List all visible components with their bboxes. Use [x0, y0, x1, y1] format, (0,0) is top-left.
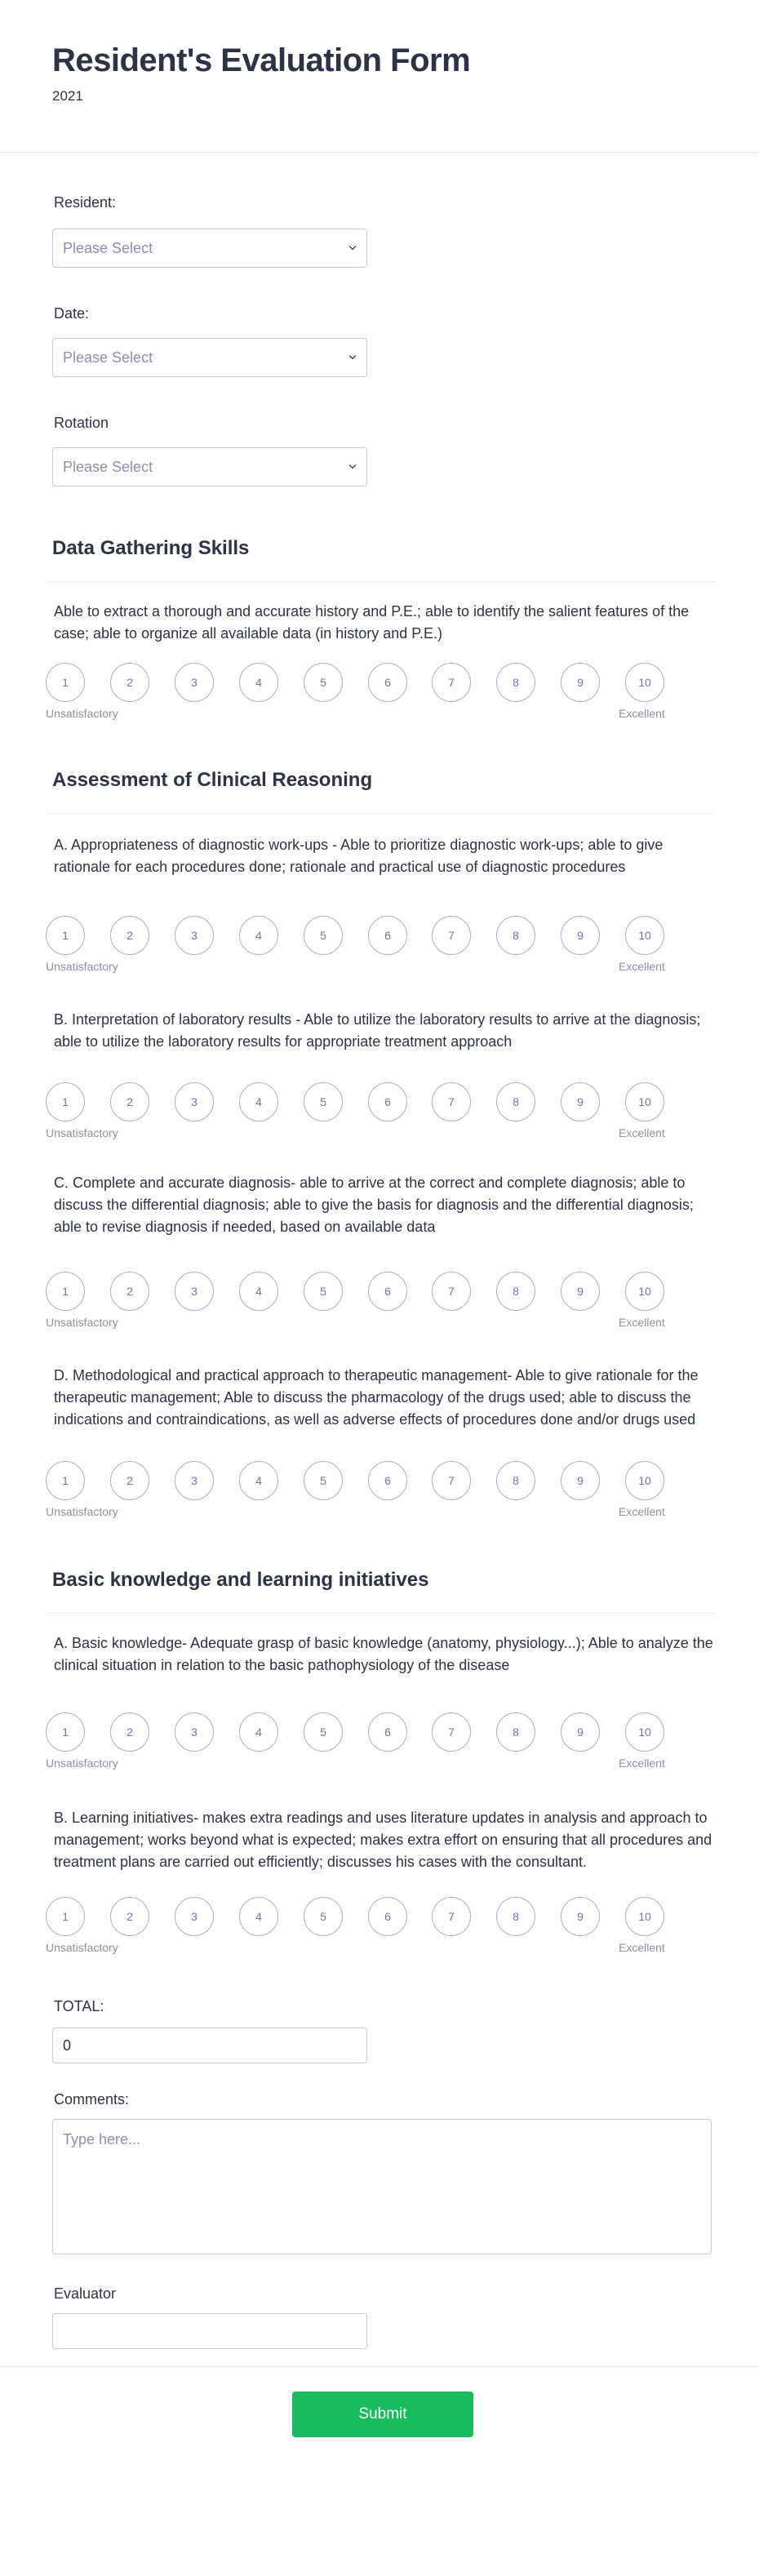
question-text: D. Methodological and practical approach to therapeutic management- Able to give rationale for the therapeutic management; Able to discuss the pharmacology of the drugs used; able to discuss the indications and contraindications, as well as adverse effects of procedures done and/or drugs used	[54, 1367, 699, 1428]
date-select-value: Please Select	[63, 349, 153, 366]
section-divider	[46, 813, 715, 814]
total-input[interactable]	[52, 2027, 367, 2063]
chevron-down-icon	[349, 353, 356, 359]
rating-option-6[interactable]: 6	[368, 1461, 407, 1500]
rating-option-9[interactable]: 9	[561, 916, 600, 955]
rating-option-6[interactable]: 6	[368, 1082, 407, 1121]
comments-label: Comments:	[54, 2091, 130, 2107]
rating-option-7[interactable]: 7	[432, 663, 471, 702]
rating-option-5[interactable]: 5	[304, 1461, 343, 1500]
rating-scale	[46, 1461, 682, 1526]
scale-high-label: Excellent	[619, 707, 665, 720]
scale-high-label: Excellent	[619, 1505, 665, 1518]
section-heading: Data Gathering Skills	[52, 537, 250, 559]
rating-option-6[interactable]: 6	[368, 663, 407, 702]
rating-option-2[interactable]: 2	[110, 1272, 149, 1311]
resident-select[interactable]	[52, 229, 367, 268]
scale-low-label: Unsatisfactory	[46, 1941, 118, 1954]
rating-option-10[interactable]: 10	[625, 1712, 664, 1752]
rating-option-8[interactable]: 8	[496, 1712, 535, 1752]
chevron-down-icon	[349, 462, 356, 469]
submit-button[interactable]: Submit	[292, 2392, 473, 2437]
rating-option-4[interactable]: 4	[239, 1461, 278, 1500]
rotation-select-value: Please Select	[63, 458, 153, 475]
rating-option-3[interactable]: 3	[175, 1461, 214, 1500]
rating-option-1[interactable]: 1	[46, 1712, 85, 1752]
question-text: B. Interpretation of laboratory results - Able to utilize the laboratory results to arrive at the diagnosis; able to utilize the laboratory results for appropriate treatment approach	[54, 1011, 701, 1050]
rating-option-4[interactable]: 4	[239, 916, 278, 955]
total-value: 0	[63, 2036, 72, 2054]
rating-option-3[interactable]: 3	[175, 1897, 214, 1936]
rating-option-5[interactable]: 5	[304, 1897, 343, 1936]
rating-option-4[interactable]: 4	[239, 663, 278, 702]
footer-divider	[0, 2366, 759, 2367]
form-title: Resident's Evaluation Form	[52, 42, 471, 78]
scale-high-label: Excellent	[619, 1126, 665, 1139]
rating-option-7[interactable]: 7	[432, 1712, 471, 1752]
form-subtitle: 2021	[52, 88, 83, 104]
rating-option-8[interactable]: 8	[496, 663, 535, 702]
rating-option-2[interactable]: 2	[110, 1712, 149, 1752]
rating-option-6[interactable]: 6	[368, 1897, 407, 1936]
rating-scale	[46, 1897, 682, 1962]
rating-option-9[interactable]: 9	[561, 1272, 600, 1311]
rating-option-6[interactable]: 6	[368, 916, 407, 955]
rating-option-4[interactable]: 4	[239, 1272, 278, 1311]
question-text: A. Basic knowledge- Adequate grasp of basic knowledge (anatomy, physiology...); Able to analyze the clinical situation in relation to the basic pathophysiology of the disease	[54, 1635, 713, 1673]
date-select[interactable]	[52, 338, 367, 377]
rating-option-6[interactable]: 6	[368, 1712, 407, 1752]
section-heading: Basic knowledge and learning initiatives	[52, 1569, 429, 1591]
rating-option-1[interactable]: 1	[46, 663, 85, 702]
evaluator-label: Evaluator	[54, 2285, 117, 2302]
scale-low-label: Unsatisfactory	[46, 1505, 118, 1518]
section-heading: Assessment of Clinical Reasoning	[52, 769, 373, 791]
rating-option-7[interactable]: 7	[432, 1082, 471, 1121]
rating-option-7[interactable]: 7	[432, 916, 471, 955]
rating-scale	[46, 1272, 682, 1337]
evaluator-input[interactable]	[52, 2313, 367, 2349]
rating-option-10[interactable]: 10	[625, 1272, 664, 1311]
chevron-down-icon	[349, 243, 356, 250]
question-text: Able to extract a thorough and accurate history and P.E.; able to identify the salient features of the case; able to organize all available data (in history and P.E.)	[54, 603, 690, 642]
rating-option-5[interactable]: 5	[304, 1082, 343, 1121]
question-text: A. Appropriateness of diagnostic work-ups - Able to prioritize diagnostic work-ups; able to give rationale for each procedures done; rationale and practical use of diagnostic procedures	[54, 837, 664, 875]
scale-high-label: Excellent	[619, 1941, 665, 1954]
rating-option-10[interactable]: 10	[625, 916, 664, 955]
scale-high-label: Excellent	[619, 1316, 665, 1329]
rating-option-9[interactable]: 9	[561, 1712, 600, 1752]
comments-textarea[interactable]	[52, 2119, 712, 2254]
total-label: TOTAL:	[54, 1998, 104, 2014]
question-text: C. Complete and accurate diagnosis- able to arrive at the correct and complete diagnosis; able to discuss the differential diagnosis; able to give the basis for diagnosis and the differential diagnosis; able to revise diagnosis if needed, based on available data	[54, 1175, 694, 1235]
rating-option-8[interactable]: 8	[496, 1272, 535, 1311]
rating-scale	[46, 663, 682, 728]
rating-option-1[interactable]: 1	[46, 1897, 85, 1936]
rating-option-4[interactable]: 4	[239, 1712, 278, 1752]
rating-option-1[interactable]: 1	[46, 1461, 85, 1500]
rating-option-4[interactable]: 4	[239, 1897, 278, 1936]
rating-option-8[interactable]: 8	[496, 1897, 535, 1936]
rating-option-10[interactable]: 10	[625, 1461, 664, 1500]
rating-option-2[interactable]: 2	[110, 1461, 149, 1500]
scale-high-label: Excellent	[619, 1757, 665, 1770]
rating-option-9[interactable]: 9	[561, 663, 600, 702]
rating-option-5[interactable]: 5	[304, 1272, 343, 1311]
rating-option-10[interactable]: 10	[625, 1082, 664, 1121]
scale-low-label: Unsatisfactory	[46, 960, 118, 973]
rating-option-2[interactable]: 2	[110, 1897, 149, 1936]
rating-option-5[interactable]: 5	[304, 916, 343, 955]
rating-option-4[interactable]: 4	[239, 1082, 278, 1121]
rating-option-10[interactable]: 10	[625, 1897, 664, 1936]
rating-option-7[interactable]: 7	[432, 1897, 471, 1936]
rating-scale	[46, 1712, 682, 1778]
scale-low-label: Unsatisfactory	[46, 707, 118, 720]
rating-option-2[interactable]: 2	[110, 916, 149, 955]
rating-option-1[interactable]: 1	[46, 1272, 85, 1311]
rating-option-3[interactable]: 3	[175, 916, 214, 955]
rating-option-3[interactable]: 3	[175, 1082, 214, 1121]
rating-option-9[interactable]: 9	[561, 1082, 600, 1121]
resident-label: Resident:	[54, 194, 117, 211]
rating-option-6[interactable]: 6	[368, 1272, 407, 1311]
rating-option-1[interactable]: 1	[46, 1082, 85, 1121]
rating-option-5[interactable]: 5	[304, 1712, 343, 1752]
rating-option-5[interactable]: 5	[304, 663, 343, 702]
rating-option-8[interactable]: 8	[496, 916, 535, 955]
rating-scale	[46, 1082, 682, 1148]
scale-low-label: Unsatisfactory	[46, 1126, 118, 1139]
section-divider	[46, 1613, 715, 1614]
rating-option-8[interactable]: 8	[496, 1461, 535, 1500]
resident-select-value: Please Select	[63, 239, 153, 256]
comments-placeholder: Type here...	[63, 2131, 141, 2147]
rating-option-7[interactable]: 7	[432, 1272, 471, 1311]
rating-option-7[interactable]: 7	[432, 1461, 471, 1500]
rating-option-10[interactable]: 10	[625, 663, 664, 702]
rating-option-9[interactable]: 9	[561, 1461, 600, 1500]
scale-high-label: Excellent	[619, 960, 665, 973]
rating-option-3[interactable]: 3	[175, 1712, 214, 1752]
scale-low-label: Unsatisfactory	[46, 1757, 118, 1770]
rating-option-1[interactable]: 1	[46, 916, 85, 955]
rating-option-8[interactable]: 8	[496, 1082, 535, 1121]
rating-option-2[interactable]: 2	[110, 663, 149, 702]
rating-option-3[interactable]: 3	[175, 1272, 214, 1311]
date-label: Date:	[54, 305, 90, 322]
rotation-label: Rotation	[54, 415, 109, 431]
rotation-select[interactable]	[52, 447, 367, 486]
header-divider	[0, 152, 759, 153]
rating-option-2[interactable]: 2	[110, 1082, 149, 1121]
scale-low-label: Unsatisfactory	[46, 1316, 118, 1329]
question-text: B. Learning initiatives- makes extra readings and uses literature updates in analysis and approach to management; works beyond what is expected; makes extra effort on ensuring that all procedures and treatment plans are carried out efficiently; discusses his cases with the consultant.	[54, 1810, 712, 1870]
section-divider	[46, 581, 715, 582]
rating-scale	[46, 916, 682, 981]
rating-option-9[interactable]: 9	[561, 1897, 600, 1936]
rating-option-3[interactable]: 3	[175, 663, 214, 702]
